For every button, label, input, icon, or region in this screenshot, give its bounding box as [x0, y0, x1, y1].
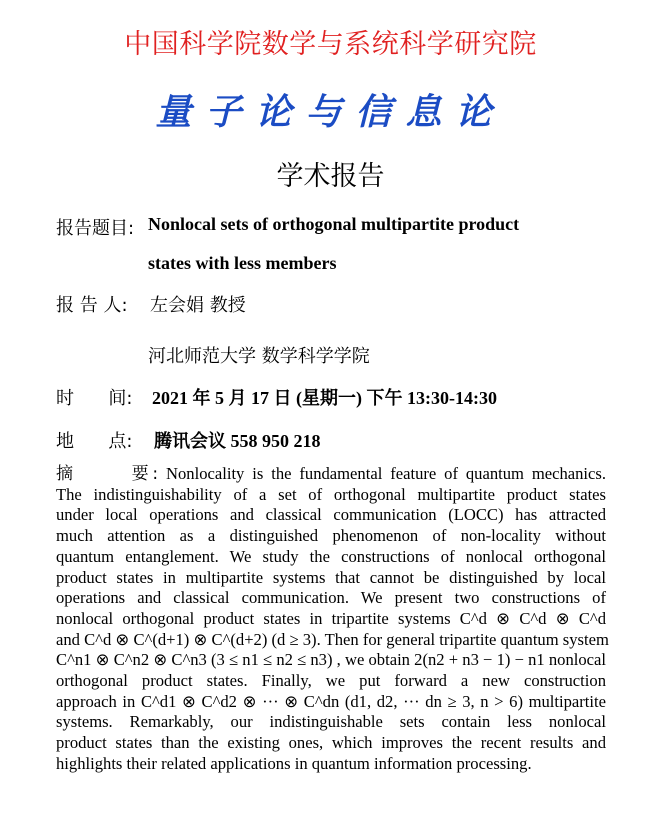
- abstract-line: under local operations and classical communication (LOCC) has attracted: [56, 505, 606, 525]
- abstract-line: highlights their related applications in quantum information processing.: [56, 753, 532, 773]
- talk-title-line-1: Nonlocal sets of orthogonal multipartite product: [148, 214, 520, 234]
- abstract-line: The indistinguishability of a set of orthogonal multipartite product states: [56, 484, 606, 504]
- talk-title-line-2: states with less members: [148, 253, 337, 273]
- talk-time: 2021 年 5 月 17 日 (星期一) 下午 13:30-14:30: [152, 388, 497, 408]
- abstract-label: 摘 要:: [56, 464, 159, 484]
- speaker-name: 左会娟 教授: [150, 295, 246, 316]
- title-label: 报告题目:: [56, 218, 135, 239]
- abstract-line: nonlocal orthogonal product states in tripartite systems C^d ⊗ C^d ⊗ C^d: [56, 608, 606, 628]
- speaker-label: 报 告 人:: [56, 295, 128, 316]
- abstract-line: approach in C^d1 ⊗ C^d2 ⊗ ··· ⊗ C^dn (d1, d2, ··· dn ≥ 3, n > 6) multipartite: [56, 691, 606, 711]
- page-title: 学术报告: [276, 161, 385, 192]
- group-name: 量子论与信息论: [155, 91, 506, 133]
- abstract-line: systems. Remarkably, our indistinguishable sets contain less nonlocal: [56, 712, 606, 732]
- place-label: 地 点:: [56, 431, 133, 452]
- talk-place: 腾讯会议 558 950 218: [154, 431, 321, 451]
- abstract-line: C^n1 ⊗ C^n2 ⊗ C^n3 (3 ≤ n1 ≤ n2 ≤ n3) , we obtain 2(n2 + n3 − 1) − n1 nonlocal: [56, 650, 606, 670]
- institution-name: 中国科学院数学与系统科学研究院: [124, 29, 537, 60]
- abstract-line: much attention as a distinguished phenomenon of non-locality without: [56, 526, 606, 546]
- speaker-affiliation: 河北师范大学 数学科学学院: [148, 346, 370, 367]
- abstract-line: product states than the existing ones, which improves the recent results and: [56, 733, 606, 753]
- time-label: 时 间:: [56, 388, 133, 409]
- abstract-line: operations and classical communication. We present two constructions of: [56, 588, 606, 608]
- abstract-line: product states in multipartite systems that cannot be distinguished by local: [56, 567, 606, 587]
- abstract: [56, 464, 609, 775]
- abstract-line: orthogonal product states. Finally, we put forward a new construction: [56, 671, 606, 691]
- abstract-line: and C^d ⊗ C^(d+1) ⊗ C^(d+2) (d ≥ 3). Then for general tripartite quantum system: [56, 629, 609, 649]
- abstract-line: 摘 要: Nonlocality is the fundamental feature of quantum mechanics.: [56, 464, 607, 484]
- abstract-line: quantum entanglement. We study the constructions of nonlocal orthogonal: [56, 546, 606, 566]
